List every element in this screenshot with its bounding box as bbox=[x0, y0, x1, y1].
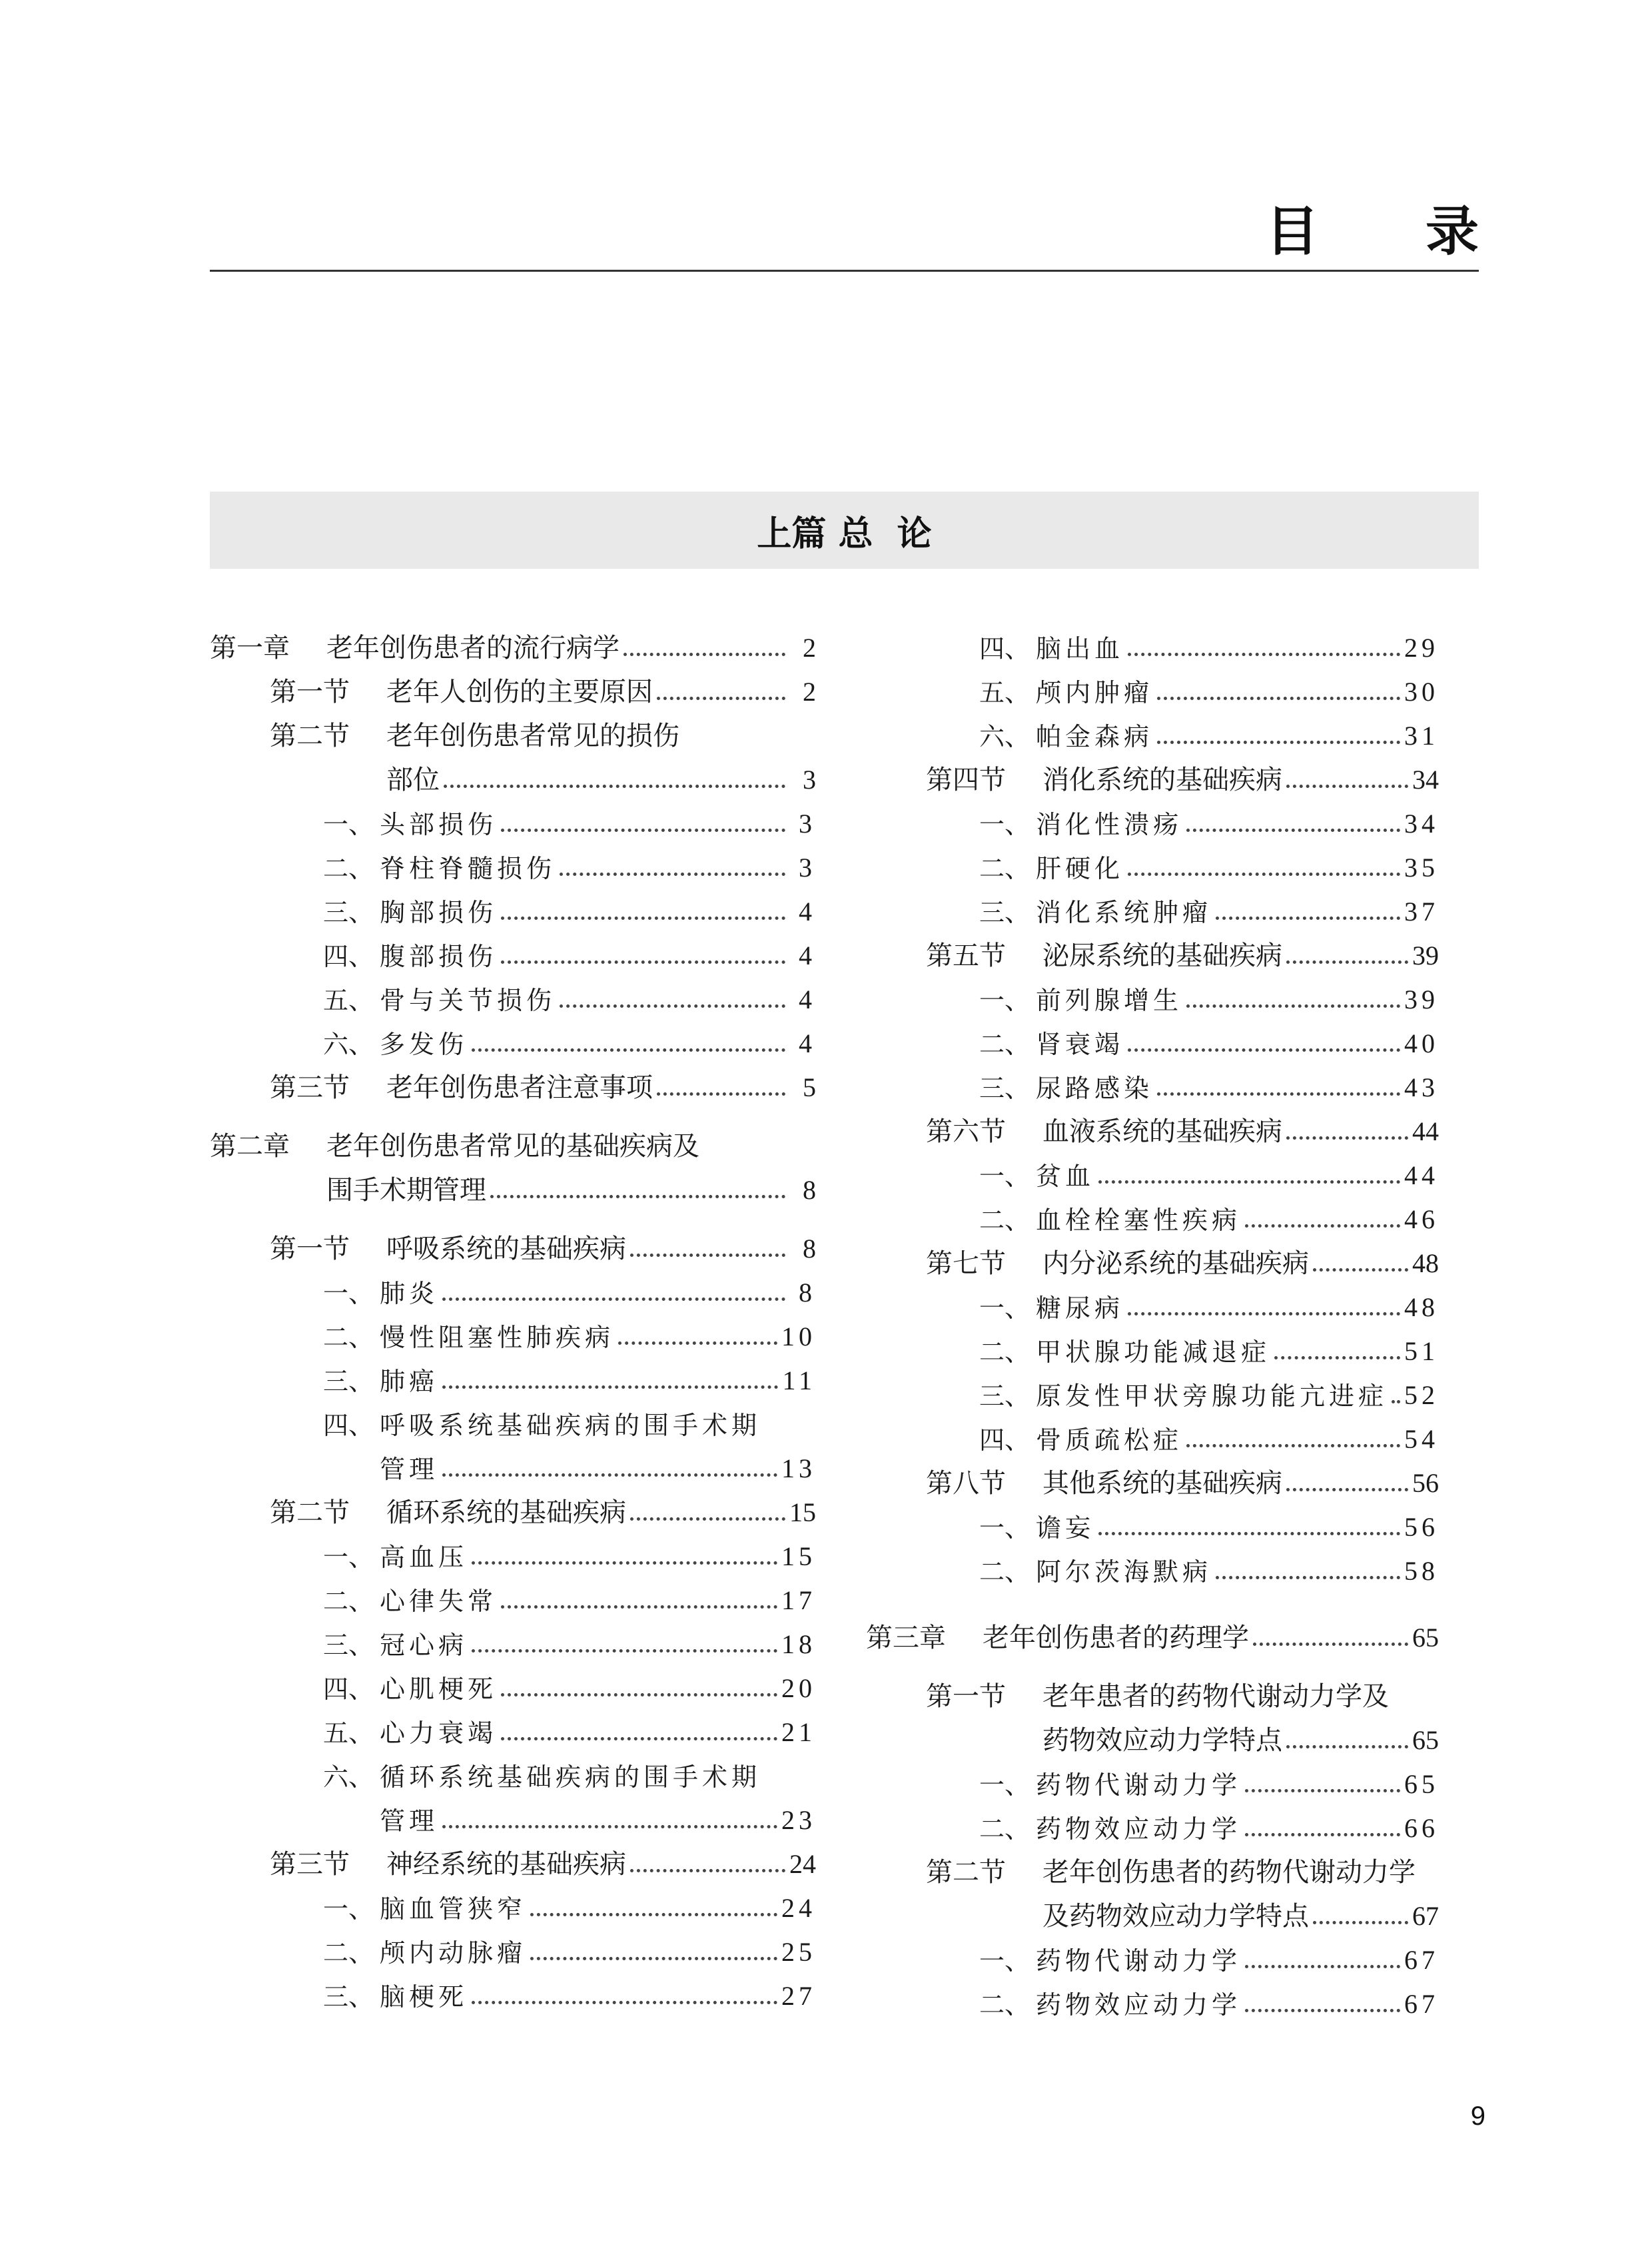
dot-leader bbox=[1286, 960, 1408, 964]
toc-entry-label: 老年创伤患者常见的损伤 bbox=[386, 721, 679, 751]
toc-entry-page: 10 bbox=[781, 1321, 816, 1351]
toc-entry-number: 六、 bbox=[979, 722, 1031, 751]
dot-leader bbox=[472, 1048, 785, 1052]
toc-entry-label: 肺癌 bbox=[380, 1367, 439, 1396]
toc-entry-label: 脑血管狭窄 bbox=[380, 1894, 527, 1924]
toc-entry-page: 44 bbox=[1412, 1116, 1439, 1146]
toc-entry-number: 二、 bbox=[323, 1938, 374, 1968]
toc-item[interactable] bbox=[979, 843, 1439, 881]
toc-entry-page: 58 bbox=[1404, 1556, 1439, 1586]
toc-entry-number: 三、 bbox=[323, 1631, 374, 1660]
toc-entry-page: 8 bbox=[799, 1278, 816, 1308]
toc-item[interactable] bbox=[979, 1803, 1439, 1842]
dot-leader bbox=[1286, 1488, 1408, 1491]
dot-leader bbox=[1098, 1532, 1400, 1535]
dot-leader bbox=[1313, 1268, 1408, 1272]
toc-entry-page: 18 bbox=[781, 1629, 816, 1659]
toc-item[interactable] bbox=[323, 887, 816, 925]
dot-leader bbox=[490, 1195, 785, 1198]
toc-entry-number: 第六节 bbox=[926, 1116, 1006, 1147]
toc-item[interactable] bbox=[979, 1062, 1439, 1101]
toc-entry-continuation[interactable] bbox=[326, 1165, 816, 1204]
toc-entry-label: 冠心病 bbox=[380, 1631, 468, 1660]
dot-leader bbox=[1128, 1312, 1400, 1315]
toc-entry-number: 二、 bbox=[979, 1990, 1031, 2020]
dot-leader bbox=[1245, 1789, 1400, 1792]
page-number: 9 bbox=[1470, 2101, 1485, 2131]
toc-entry-number: 一、 bbox=[323, 810, 374, 839]
toc-entry-label: 谵妄 bbox=[1036, 1513, 1095, 1543]
toc-item[interactable] bbox=[323, 1751, 816, 1790]
dot-leader bbox=[1286, 1136, 1408, 1140]
toc-entry-page: 4 bbox=[799, 897, 816, 927]
toc-entry-number: 一、 bbox=[323, 1894, 374, 1924]
toc-item[interactable] bbox=[323, 799, 816, 837]
toc-entry-page: 3 bbox=[803, 765, 816, 795]
toc-entry-number: 第三章 bbox=[866, 1623, 946, 1653]
toc-entry-page: 48 bbox=[1412, 1248, 1439, 1278]
toc-entry-number: 一、 bbox=[979, 1294, 1031, 1323]
toc-entry-page: 25 bbox=[781, 1937, 816, 1967]
toc-entry-page: 39 bbox=[1412, 940, 1439, 970]
toc-entry-page: 65 bbox=[1412, 1725, 1439, 1755]
toc-entry-number: 四、 bbox=[323, 1675, 374, 1704]
dot-leader bbox=[1286, 1745, 1408, 1748]
toc-entry-number: 一、 bbox=[979, 1770, 1031, 1800]
toc-entry-number: 二、 bbox=[979, 1030, 1031, 1059]
toc-entry-label: 心力衰竭 bbox=[380, 1718, 498, 1748]
toc-entry-continuation[interactable] bbox=[386, 755, 816, 793]
toc-entry-page: 31 bbox=[1404, 721, 1439, 751]
toc-item[interactable] bbox=[323, 1971, 816, 2010]
toc-entry-page: 24 bbox=[781, 1893, 816, 1923]
dot-leader bbox=[501, 917, 785, 920]
dot-leader bbox=[618, 1341, 777, 1345]
toc-entry-label: 肾衰竭 bbox=[1036, 1030, 1124, 1059]
dot-leader bbox=[1157, 1092, 1400, 1096]
toc-entry-page: 23 bbox=[781, 1805, 816, 1835]
toc-entry-number: 四、 bbox=[323, 1411, 374, 1440]
dot-leader bbox=[1186, 1444, 1400, 1447]
toc-entry-label: 帕金森病 bbox=[1036, 722, 1154, 751]
toc-item[interactable] bbox=[323, 1927, 816, 1966]
toc-entry-label-continued: 部位 bbox=[386, 765, 440, 795]
toc-entry-number: 第三节 bbox=[270, 1072, 350, 1103]
dot-leader bbox=[472, 2001, 777, 2004]
toc-entry-number: 三、 bbox=[979, 898, 1031, 927]
toc-entry-continuation[interactable] bbox=[1042, 1891, 1439, 1930]
toc-entry-label: 高血压 bbox=[380, 1543, 468, 1572]
toc-entry-label: 老年创伤患者注意事项 bbox=[386, 1072, 653, 1103]
toc-item[interactable] bbox=[979, 1018, 1439, 1057]
toc-entry-label: 老年创伤患者常见的基础疾病及 bbox=[326, 1131, 699, 1162]
dot-leader bbox=[442, 1825, 777, 1828]
dot-leader bbox=[560, 873, 785, 876]
dot-leader bbox=[501, 1605, 777, 1609]
toc-entry-continuation[interactable] bbox=[380, 1795, 816, 1834]
toc-entry-label: 颅内动脉瘤 bbox=[380, 1938, 527, 1968]
toc-title-char-2: 录 bbox=[1426, 200, 1479, 262]
dot-leader bbox=[1128, 873, 1400, 876]
toc-item[interactable] bbox=[979, 799, 1439, 837]
dot-leader bbox=[560, 1004, 785, 1008]
toc-entry-page: 54 bbox=[1404, 1424, 1439, 1454]
toc-item[interactable] bbox=[979, 1282, 1439, 1321]
toc-entry-number: 三、 bbox=[979, 1381, 1031, 1411]
toc-item[interactable] bbox=[323, 1399, 816, 1438]
toc-entry-label: 老年创伤患者的药理学 bbox=[983, 1623, 1249, 1653]
toc-entry-label-continued: 管理 bbox=[380, 1806, 439, 1836]
dot-leader bbox=[442, 1298, 785, 1301]
toc-entry-page: 39 bbox=[1404, 984, 1439, 1014]
toc-entry-label: 泌尿系统的基础疾病 bbox=[1042, 940, 1282, 971]
toc-item[interactable] bbox=[979, 887, 1439, 925]
toc-section[interactable] bbox=[926, 1106, 1439, 1145]
toc-entry-number: 一、 bbox=[979, 1162, 1031, 1191]
toc-entry-page: 17 bbox=[781, 1585, 816, 1615]
toc-entry-label: 肺炎 bbox=[380, 1279, 439, 1308]
toc-entry-label: 尿路感染 bbox=[1036, 1074, 1154, 1103]
toc-item[interactable] bbox=[323, 1575, 816, 1614]
toc-entry-number: 第三节 bbox=[270, 1849, 350, 1880]
toc-entry-page: 48 bbox=[1404, 1292, 1439, 1322]
dot-leader bbox=[1216, 917, 1400, 920]
toc-entry-label: 颅内肿瘤 bbox=[1036, 678, 1154, 707]
dot-leader bbox=[1157, 697, 1400, 700]
toc-chapter[interactable] bbox=[210, 623, 816, 661]
dot-leader bbox=[1098, 1180, 1400, 1184]
toc-item[interactable] bbox=[323, 1663, 816, 1702]
toc-entry-page: 3 bbox=[799, 853, 816, 883]
dot-leader bbox=[623, 653, 785, 656]
toc-entry-label: 血栓栓塞性疾病 bbox=[1036, 1206, 1242, 1235]
toc-entry-label: 药物代谢动力学 bbox=[1036, 1770, 1242, 1800]
toc-entry-number: 四、 bbox=[323, 942, 374, 971]
toc-entry-page: 15 bbox=[781, 1541, 816, 1571]
toc-entry-page: 67 bbox=[1412, 1901, 1439, 1931]
toc-entry-number: 二、 bbox=[323, 1323, 374, 1352]
toc-entry-number: 一、 bbox=[323, 1543, 374, 1572]
dot-leader bbox=[1245, 2009, 1400, 2012]
toc-entry-label: 骨与关节损伤 bbox=[380, 986, 556, 1015]
toc-entry-page: 8 bbox=[803, 1175, 816, 1205]
toc-item[interactable] bbox=[979, 711, 1439, 749]
toc-entry-label: 消化系统的基础疾病 bbox=[1042, 765, 1282, 795]
dot-leader bbox=[1245, 1224, 1400, 1228]
toc-entry-page: 21 bbox=[781, 1717, 816, 1747]
toc-entry-page: 24 bbox=[789, 1849, 816, 1879]
toc-entry-label: 慢性阻塞性肺疾病 bbox=[380, 1323, 615, 1352]
toc-entry-label: 药物代谢动力学 bbox=[1036, 1946, 1242, 1976]
toc-entry-number: 二、 bbox=[979, 1206, 1031, 1235]
toc-title-char-1: 目 bbox=[1266, 200, 1319, 262]
toc-item[interactable] bbox=[979, 623, 1439, 661]
toc-section[interactable] bbox=[270, 1062, 816, 1101]
dot-leader bbox=[501, 1693, 777, 1696]
dot-leader bbox=[1274, 1356, 1400, 1359]
toc-entry-label: 脊柱脊髓损伤 bbox=[380, 854, 556, 883]
toc-entry-label: 老年人创伤的主要原因 bbox=[386, 677, 653, 707]
toc-entry-number: 一、 bbox=[979, 810, 1031, 839]
toc-entry-page: 34 bbox=[1412, 765, 1439, 795]
toc-entry-label: 消化性溃疡 bbox=[1036, 810, 1183, 839]
toc-item[interactable] bbox=[323, 931, 816, 969]
toc-entry-label-continued: 围手术期管理 bbox=[326, 1175, 486, 1206]
toc-entry-number: 一、 bbox=[323, 1279, 374, 1308]
toc-entry-continuation[interactable] bbox=[380, 1443, 816, 1482]
toc-entry-number: 第一节 bbox=[926, 1681, 1006, 1712]
toc-entry-label-continued: 及药物效应动力学特点 bbox=[1042, 1901, 1309, 1932]
toc-entry-page: 65 bbox=[1404, 1769, 1439, 1799]
toc-entry-page: 3 bbox=[799, 809, 816, 839]
toc-entry-number: 第四节 bbox=[926, 765, 1006, 795]
toc-item[interactable] bbox=[979, 1194, 1439, 1233]
toc-item[interactable] bbox=[323, 1707, 816, 1746]
dot-leader bbox=[630, 1254, 785, 1257]
dot-leader bbox=[501, 960, 785, 964]
dot-leader bbox=[657, 697, 785, 700]
title-divider bbox=[210, 270, 1479, 272]
toc-entry-page: 43 bbox=[1404, 1072, 1439, 1102]
dot-leader bbox=[472, 1649, 777, 1653]
toc-entry-label: 贫血 bbox=[1036, 1162, 1095, 1191]
toc-section[interactable] bbox=[926, 931, 1439, 969]
toc-entry-number: 第二节 bbox=[270, 1497, 350, 1528]
toc-section[interactable] bbox=[270, 667, 816, 705]
toc-entry-label: 胸部损伤 bbox=[380, 898, 498, 927]
toc-entry-label: 阿尔茨海默病 bbox=[1036, 1557, 1212, 1587]
toc-entry-page: 52 bbox=[1404, 1380, 1439, 1410]
toc-entry-page: 2 bbox=[803, 677, 816, 707]
toc-entry-label: 甲状腺功能减退症 bbox=[1036, 1337, 1271, 1367]
toc-entry-number: 第八节 bbox=[926, 1468, 1006, 1499]
toc-entry-label: 老年患者的药物代谢动力学及 bbox=[1042, 1681, 1389, 1712]
toc-entry-number: 第五节 bbox=[926, 940, 1006, 971]
toc-entry-label: 脑出血 bbox=[1036, 634, 1124, 663]
toc-entry-page: 65 bbox=[1412, 1623, 1439, 1653]
toc-entry-page: 30 bbox=[1404, 677, 1439, 707]
dot-leader bbox=[1216, 1576, 1400, 1579]
toc-item[interactable] bbox=[323, 1355, 816, 1394]
toc-entry-page: 29 bbox=[1404, 633, 1439, 663]
toc-entry-continuation[interactable] bbox=[1042, 1715, 1439, 1754]
toc-entry-label: 脑梗死 bbox=[380, 1982, 468, 2012]
toc-item[interactable] bbox=[323, 1311, 816, 1350]
toc-entry-page: 11 bbox=[782, 1365, 816, 1395]
toc-item[interactable] bbox=[979, 974, 1439, 1013]
toc-item[interactable] bbox=[979, 1759, 1439, 1798]
toc-entry-number: 三、 bbox=[979, 1074, 1031, 1103]
dot-leader bbox=[1128, 1048, 1400, 1052]
dot-leader bbox=[1128, 653, 1400, 656]
toc-chapter[interactable] bbox=[866, 1613, 1439, 1651]
dot-leader bbox=[442, 1473, 777, 1477]
toc-section[interactable] bbox=[926, 1671, 1439, 1710]
toc-entry-label: 多发伤 bbox=[380, 1030, 468, 1059]
toc-entry-number: 五、 bbox=[323, 1718, 374, 1748]
toc-entry-page: 67 bbox=[1404, 1989, 1439, 2019]
toc-entry-number: 二、 bbox=[979, 1814, 1031, 1844]
toc-item[interactable] bbox=[979, 1370, 1439, 1409]
dot-leader bbox=[442, 1385, 778, 1389]
toc-entry-label: 老年创伤患者的流行病学 bbox=[326, 633, 620, 663]
toc-entry-page: 51 bbox=[1404, 1336, 1439, 1366]
toc-entry-label: 糖尿病 bbox=[1036, 1294, 1124, 1323]
toc-entry-label: 消化系统肿瘤 bbox=[1036, 898, 1212, 927]
toc-entry-number: 三、 bbox=[323, 1367, 374, 1396]
toc-entry-label: 腹部损伤 bbox=[380, 942, 498, 971]
toc-entry-number: 第七节 bbox=[926, 1248, 1006, 1279]
toc-item[interactable] bbox=[979, 1546, 1439, 1585]
toc-entry-number: 二、 bbox=[979, 854, 1031, 883]
toc-entry-label: 循环系统基础疾病的围手术期 bbox=[380, 1762, 761, 1792]
toc-item[interactable] bbox=[323, 974, 816, 1013]
toc-item[interactable] bbox=[979, 1150, 1439, 1189]
toc-entry-label: 循环系统的基础疾病 bbox=[386, 1497, 626, 1528]
toc-entry-number: 第一节 bbox=[270, 1234, 350, 1264]
toc-entry-label: 前列腺增生 bbox=[1036, 986, 1183, 1015]
dot-leader bbox=[1186, 1004, 1400, 1008]
toc-entry-label-continued: 药物效应动力学特点 bbox=[1042, 1725, 1282, 1756]
dot-leader bbox=[1253, 1643, 1408, 1646]
toc-entry-label: 心肌梗死 bbox=[380, 1675, 498, 1704]
toc-entry-page: 4 bbox=[799, 984, 816, 1014]
toc-entry-number: 第二章 bbox=[210, 1131, 290, 1162]
toc-entry-label: 肝硬化 bbox=[1036, 854, 1124, 883]
toc-item[interactable] bbox=[979, 667, 1439, 705]
toc-entry-page: 35 bbox=[1404, 853, 1439, 883]
toc-entry-number: 六、 bbox=[323, 1030, 374, 1059]
toc-section[interactable] bbox=[270, 1487, 816, 1526]
toc-section[interactable] bbox=[926, 1847, 1439, 1886]
toc-entry-number: 一、 bbox=[979, 1513, 1031, 1543]
toc-item[interactable] bbox=[979, 1935, 1439, 1974]
toc-entry-page: 4 bbox=[799, 940, 816, 970]
dot-leader bbox=[1186, 829, 1400, 832]
toc-entry-number: 第一节 bbox=[270, 677, 350, 707]
toc-entry-number: 四、 bbox=[979, 634, 1031, 663]
toc-item[interactable] bbox=[979, 1326, 1439, 1365]
toc-entry-page: 66 bbox=[1404, 1813, 1439, 1843]
part-title: 上篇 总 论 bbox=[757, 514, 932, 554]
toc-section[interactable] bbox=[926, 1238, 1439, 1277]
toc-entry-label: 原发性甲状旁腺功能亢进症 bbox=[1036, 1381, 1388, 1411]
toc-entry-label: 其他系统的基础疾病 bbox=[1042, 1468, 1282, 1499]
toc-entry-page: 34 bbox=[1404, 809, 1439, 839]
toc-entry-number: 第二节 bbox=[270, 721, 350, 751]
toc-entry-label: 药物效应动力学 bbox=[1036, 1990, 1242, 2020]
toc-section[interactable] bbox=[926, 755, 1439, 793]
toc-entry-number: 第二节 bbox=[926, 1857, 1006, 1888]
toc-section[interactable] bbox=[270, 1839, 816, 1878]
toc-entry-number: 五、 bbox=[979, 678, 1031, 707]
dot-leader bbox=[1245, 1833, 1400, 1836]
toc-title bbox=[1266, 183, 1479, 270]
toc-entry-label-continued: 管理 bbox=[380, 1455, 439, 1484]
toc-item[interactable] bbox=[979, 1414, 1439, 1453]
toc-entry-page: 37 bbox=[1404, 897, 1439, 927]
toc-entry-number: 四、 bbox=[979, 1425, 1031, 1455]
toc-item[interactable] bbox=[979, 1502, 1439, 1541]
toc-entry-label: 心律失常 bbox=[380, 1587, 498, 1616]
toc-item[interactable] bbox=[323, 1268, 816, 1306]
toc-entry-number: 二、 bbox=[323, 854, 374, 883]
toc-section[interactable] bbox=[926, 1458, 1439, 1497]
toc-item[interactable] bbox=[323, 1883, 816, 1922]
toc-entry-number: 二、 bbox=[979, 1337, 1031, 1367]
toc-item[interactable] bbox=[323, 843, 816, 881]
dot-leader bbox=[472, 1561, 777, 1565]
part-banner bbox=[210, 492, 1479, 569]
dot-leader bbox=[657, 1092, 785, 1096]
toc-entry-page: 2 bbox=[803, 633, 816, 663]
toc-entry-number: 二、 bbox=[323, 1587, 374, 1616]
toc-entry-page: 27 bbox=[781, 1981, 816, 2011]
toc-entry-label: 呼吸系统的基础疾病 bbox=[386, 1234, 626, 1264]
toc-entry-page: 67 bbox=[1404, 1945, 1439, 1975]
toc-item[interactable] bbox=[323, 1531, 816, 1570]
dot-leader bbox=[1286, 785, 1408, 788]
toc-entry-label: 血液系统的基础疾病 bbox=[1042, 1116, 1282, 1147]
toc-entry-page: 4 bbox=[799, 1028, 816, 1058]
toc-entry-label: 神经系统的基础疾病 bbox=[386, 1849, 626, 1880]
toc-entry-label: 药物效应动力学 bbox=[1036, 1814, 1242, 1844]
toc-entry-page: 56 bbox=[1404, 1512, 1439, 1542]
dot-leader bbox=[630, 1869, 785, 1872]
toc-entry-number: 五、 bbox=[323, 986, 374, 1015]
dot-leader bbox=[530, 1957, 777, 1960]
toc-entry-label: 老年创伤患者的药物代谢动力学 bbox=[1042, 1857, 1416, 1888]
dot-leader bbox=[501, 829, 785, 832]
toc-entry-page: 20 bbox=[781, 1673, 816, 1703]
dot-leader bbox=[1245, 1965, 1400, 1968]
toc-entry-number: 一、 bbox=[979, 986, 1031, 1015]
toc-section[interactable] bbox=[270, 711, 816, 749]
toc-entry-number: 一、 bbox=[979, 1946, 1031, 1976]
toc-chapter[interactable] bbox=[210, 1121, 816, 1160]
dot-leader bbox=[630, 1517, 785, 1521]
toc-entry-label: 呼吸系统基础疾病的围手术期 bbox=[380, 1411, 761, 1440]
toc-item[interactable] bbox=[979, 1979, 1439, 2018]
dot-leader bbox=[501, 1737, 777, 1740]
toc-entry-page: 13 bbox=[781, 1453, 816, 1483]
toc-entry-page: 5 bbox=[803, 1072, 816, 1102]
toc-item[interactable] bbox=[323, 1619, 816, 1658]
toc-entry-number: 三、 bbox=[323, 898, 374, 927]
dot-leader bbox=[1313, 1921, 1408, 1924]
toc-entry-page: 40 bbox=[1404, 1028, 1439, 1058]
toc-entry-label: 骨质疏松症 bbox=[1036, 1425, 1183, 1455]
dot-leader bbox=[1392, 1400, 1400, 1403]
toc-entry-label: 内分泌系统的基础疾病 bbox=[1042, 1248, 1309, 1279]
toc-entry-number: 三、 bbox=[323, 1982, 374, 2012]
toc-entry-page: 56 bbox=[1412, 1468, 1439, 1498]
toc-entry-page: 8 bbox=[803, 1234, 816, 1264]
toc-item[interactable] bbox=[323, 1018, 816, 1057]
toc-entry-number: 第一章 bbox=[210, 633, 290, 663]
dot-leader bbox=[530, 1913, 777, 1916]
toc-entry-page: 46 bbox=[1404, 1204, 1439, 1234]
toc-entry-label: 头部损伤 bbox=[380, 810, 498, 839]
toc-entry-page: 15 bbox=[789, 1497, 816, 1527]
dot-leader bbox=[444, 785, 785, 788]
toc-entry-page: 44 bbox=[1404, 1160, 1439, 1190]
toc-entry-number: 二、 bbox=[979, 1557, 1031, 1587]
dot-leader bbox=[1157, 741, 1400, 744]
toc-section[interactable] bbox=[270, 1224, 816, 1262]
toc-entry-number: 六、 bbox=[323, 1762, 374, 1792]
